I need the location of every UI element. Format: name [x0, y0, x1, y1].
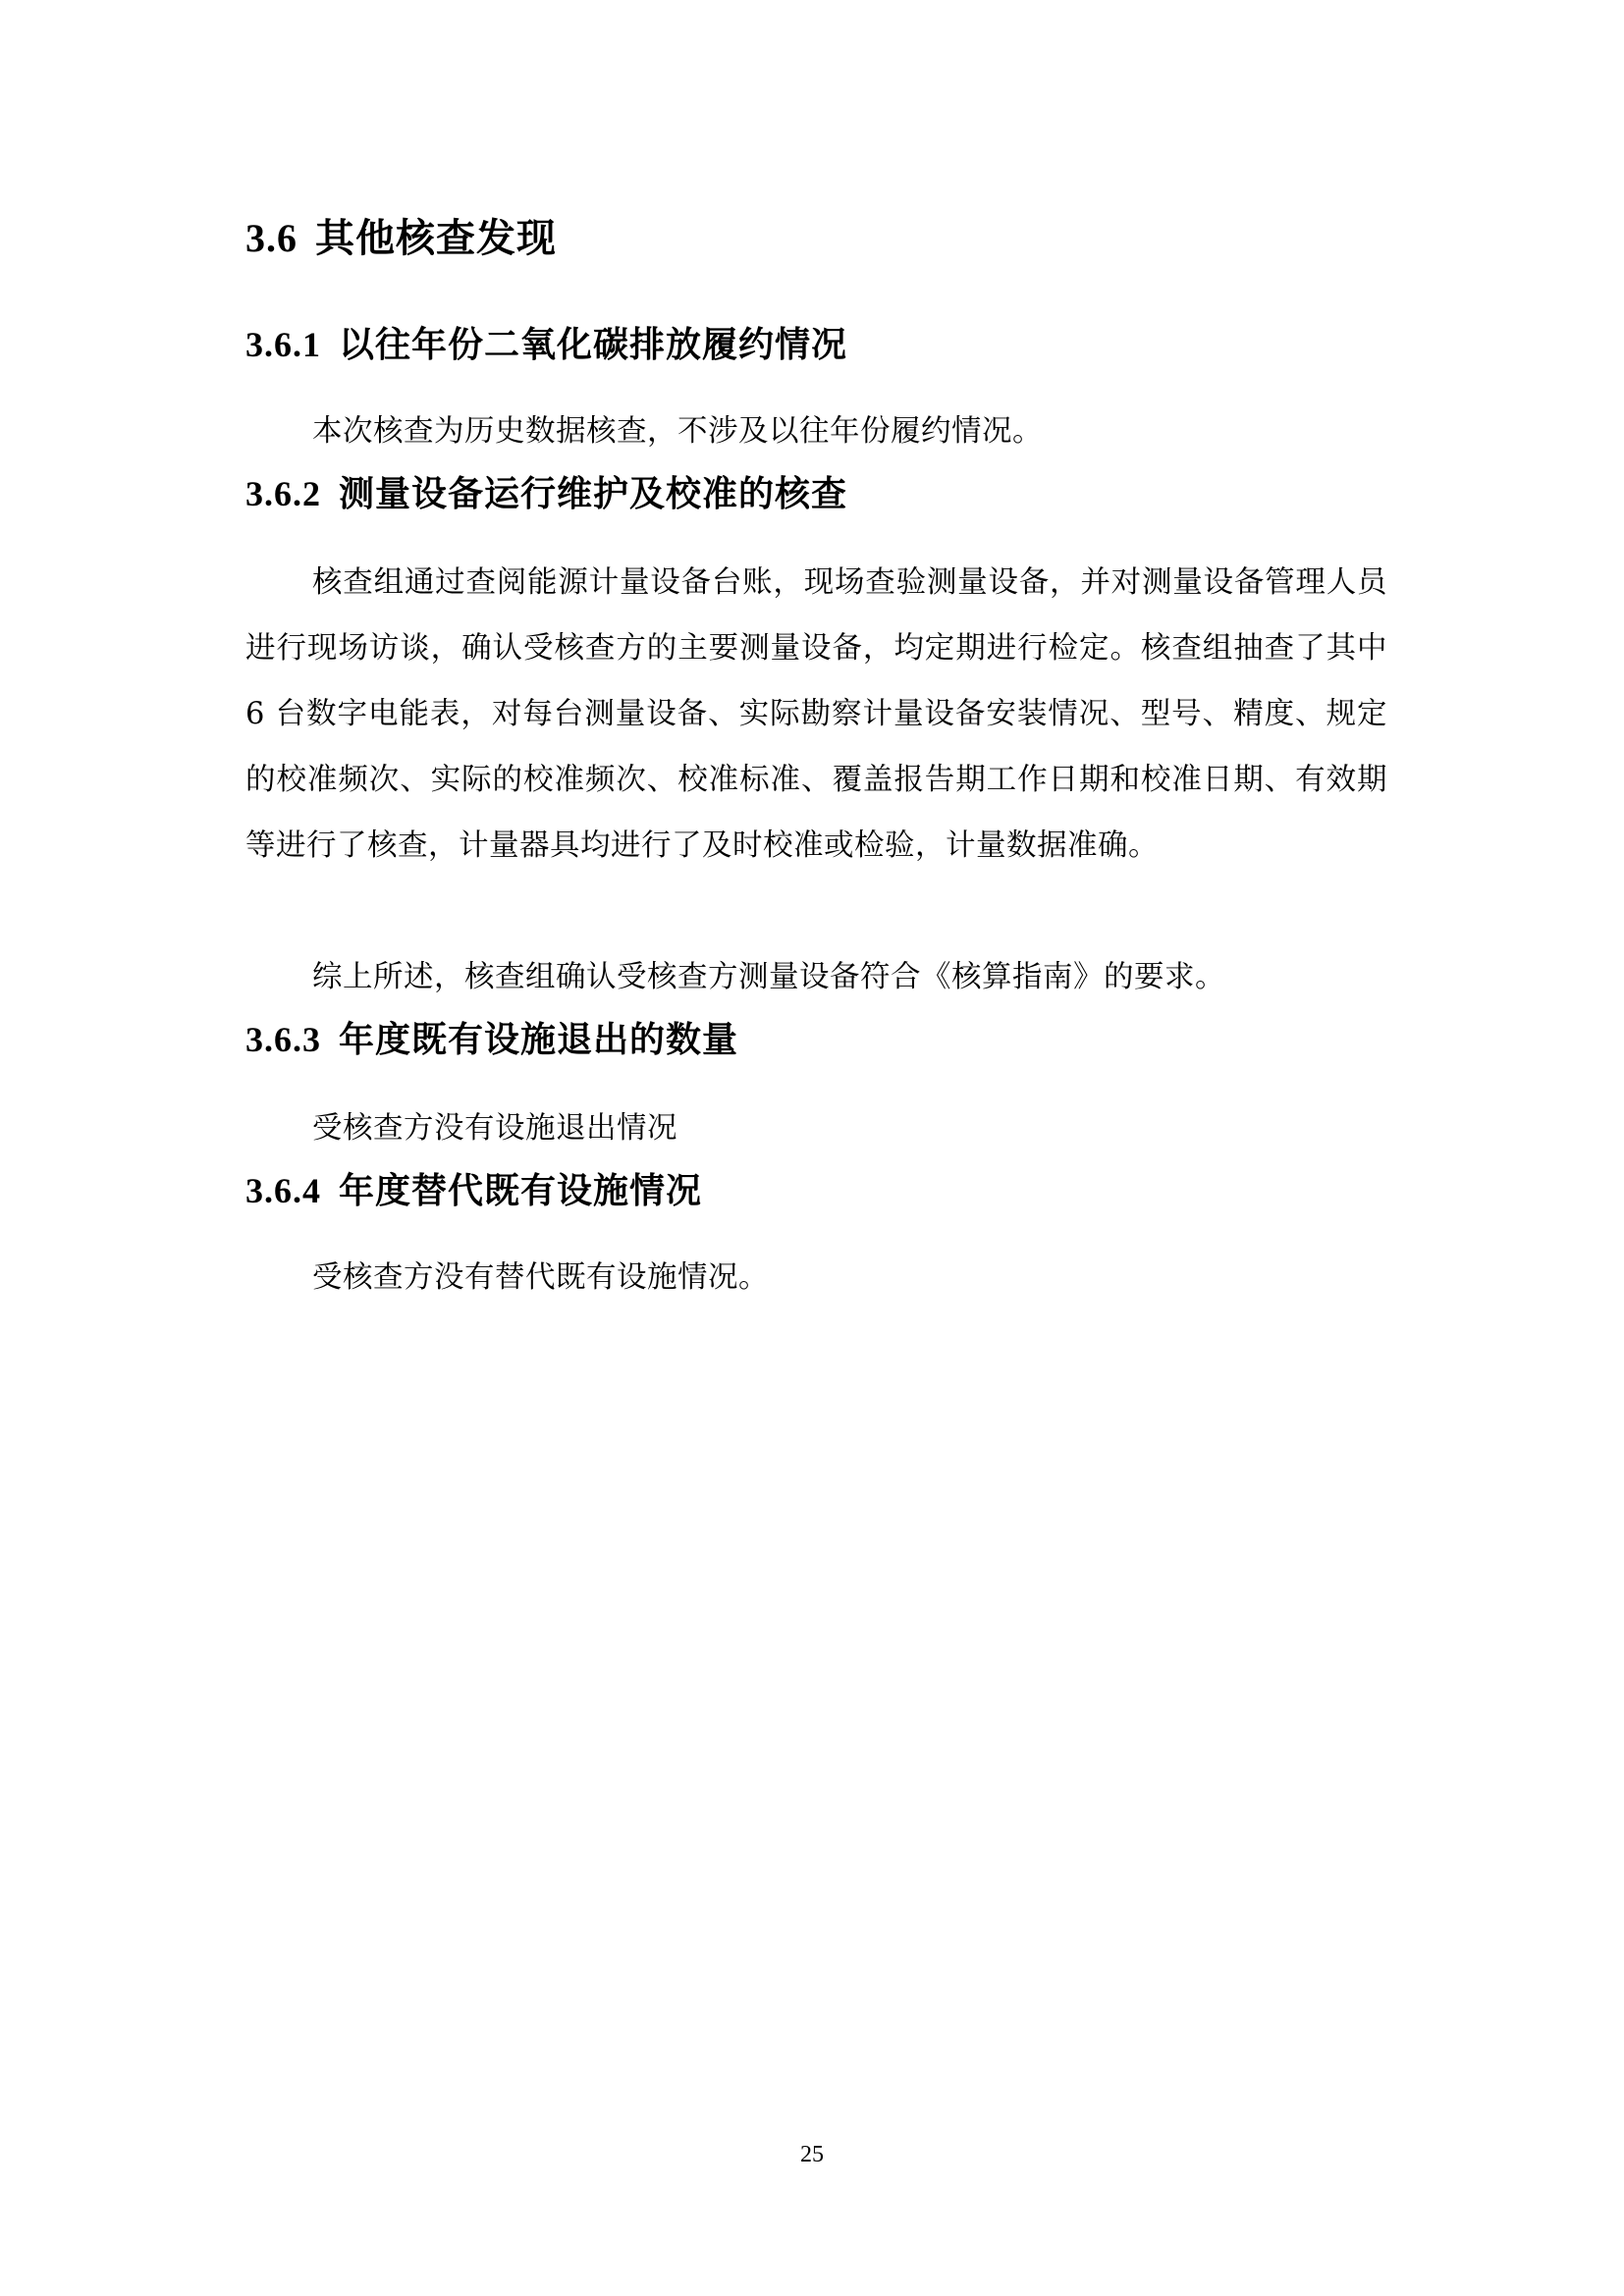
- subsection-title: 测量设备运行维护及校准的核查: [339, 473, 848, 514]
- subsection-title: 年度既有设施退出的数量: [339, 1019, 739, 1060]
- paragraph: 综上所述，核查组确认受核查方测量设备符合《核算指南》的要求。: [312, 960, 1225, 994]
- subsection-heading-3-6-2: [245, 471, 847, 516]
- section-heading: [245, 214, 557, 263]
- section-number: 3.6: [245, 216, 298, 260]
- section-title: 其他核查发现: [315, 215, 557, 261]
- paragraph: 受核查方没有替代既有设施情况。: [312, 1260, 769, 1295]
- paragraph: 核查组通过查阅能源计量设备台账，现场查验测量设备，并对测量设备管理人员进行现场访谈，确认受核查方的主要测量设备，均定期进行检定。核查组抽查了其中 6 台数字电能表，对每台测量设备、实际勘察计量设备安装情况、型号、精度、规定的校准频次、实际的校准频次、校准标准、覆盖报告期工作日期和校准日期、有效期等进行了核查，计量器具均进行了及时校准或检验，计量数据准确。: [245, 565, 1387, 863]
- page-number: 25: [800, 2142, 824, 2167]
- subsection-number: 3.6.2: [245, 474, 321, 513]
- subsection-title: 以往年份二氧化碳排放履约情况: [339, 324, 848, 365]
- subsection-heading-3-6-1: [245, 322, 847, 367]
- subsection-heading-3-6-4: [245, 1168, 702, 1213]
- paragraph: 受核查方没有设施退出情况: [312, 1111, 677, 1146]
- subsection-number: 3.6.4: [245, 1171, 321, 1210]
- paragraph: 本次核查为历史数据核查，不涉及以往年份履约情况。: [312, 414, 1043, 449]
- subsection-number: 3.6.1: [245, 325, 321, 364]
- subsection-heading-3-6-3: [245, 1017, 738, 1062]
- subsection-title: 年度替代既有设施情况: [339, 1170, 703, 1211]
- subsection-number: 3.6.3: [245, 1020, 321, 1059]
